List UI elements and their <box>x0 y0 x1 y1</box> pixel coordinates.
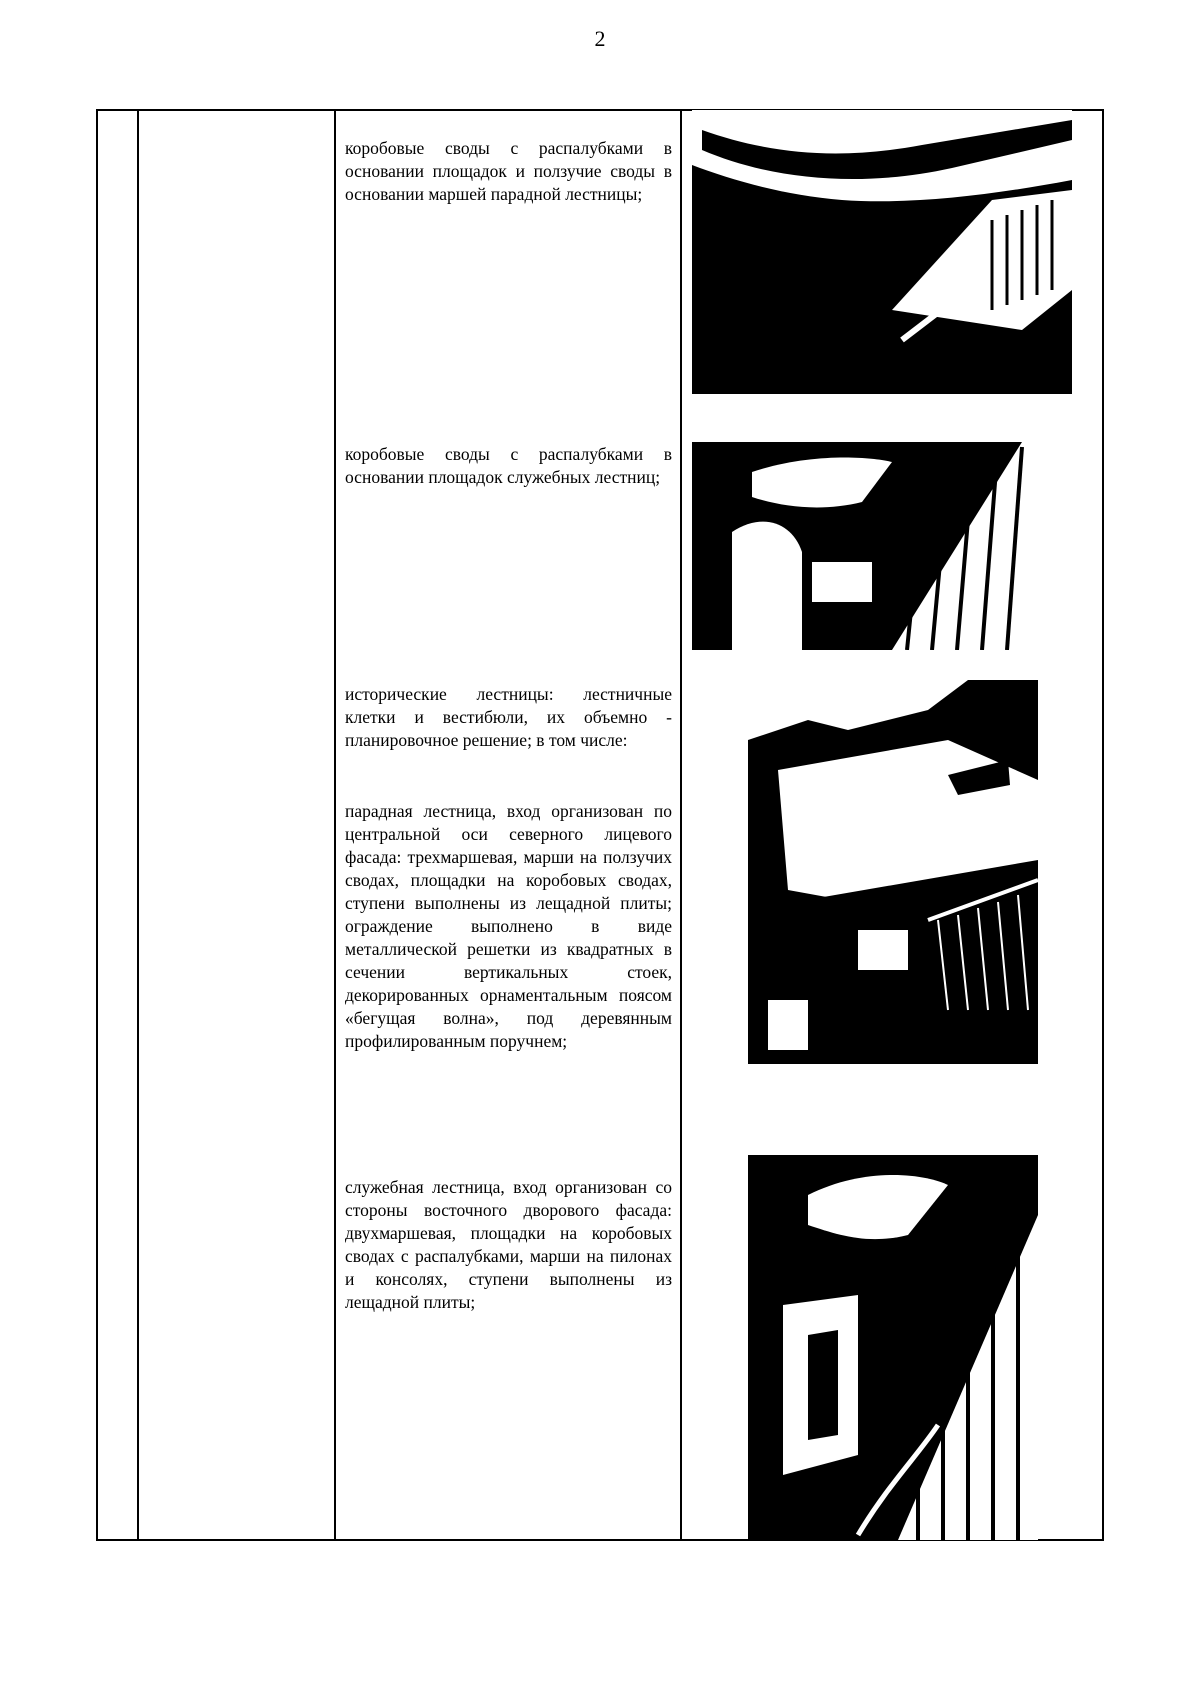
photo-main-staircase <box>748 680 1038 1064</box>
text-item-vaults-service-stair <box>345 443 672 489</box>
column-divider-3 <box>680 111 682 1539</box>
photo-service-staircase-image <box>748 1155 1038 1540</box>
photo-main-stair-vaults <box>692 110 1072 394</box>
photo-service-stair-vaults-image <box>692 442 1072 650</box>
text-item-main-stair <box>345 800 672 1053</box>
page-number: 2 <box>594 26 606 51</box>
text-main-stair-description: парадная лестница, вход организован по центральной оси северного лицевого фасада: трехмаршевая, марши на ползучих сводах, площадки на коробовых сводах, ступени выполнены из лещадной плиты; ограждение выполнено в виде металлической решетки из квадратных в сечении вертикальных стоек, декорированных орнаментальным поясом «бегущая волна», под деревянным профилированным поручнем; <box>345 801 672 1051</box>
text-item-vaults-main-stair <box>345 137 672 206</box>
photo-service-staircase <box>748 1155 1038 1540</box>
text-vaults-main-stair: коробовые своды с распалубками в основании площадок и ползучие своды в основании маршей парадной лестницы; <box>345 138 672 204</box>
photo-main-stair-vaults-image <box>692 110 1072 394</box>
column-divider-2 <box>334 111 336 1539</box>
text-item-historic-stairs <box>345 683 672 752</box>
text-item-service-stair <box>345 1176 672 1314</box>
text-historic-stairs-intro: исторические лестницы: лестничные клетки и вестибюли, их объемно - планировочное решение; в том числе: <box>345 684 672 750</box>
column-divider-1 <box>137 111 139 1539</box>
photo-main-staircase-image <box>748 680 1038 1064</box>
text-vaults-service-stair: коробовые своды с распалубками в основании площадок служебных лестниц; <box>345 444 672 487</box>
photo-service-stair-vaults <box>692 442 1072 650</box>
text-service-stair-description: служебная лестница, вход организован со стороны восточного дворового фасада: двухмаршевая, площадки на коробовых сводах с распалубками, марши на пилонах и консолях, ступени выполнены из лещадной плиты; <box>345 1177 672 1312</box>
